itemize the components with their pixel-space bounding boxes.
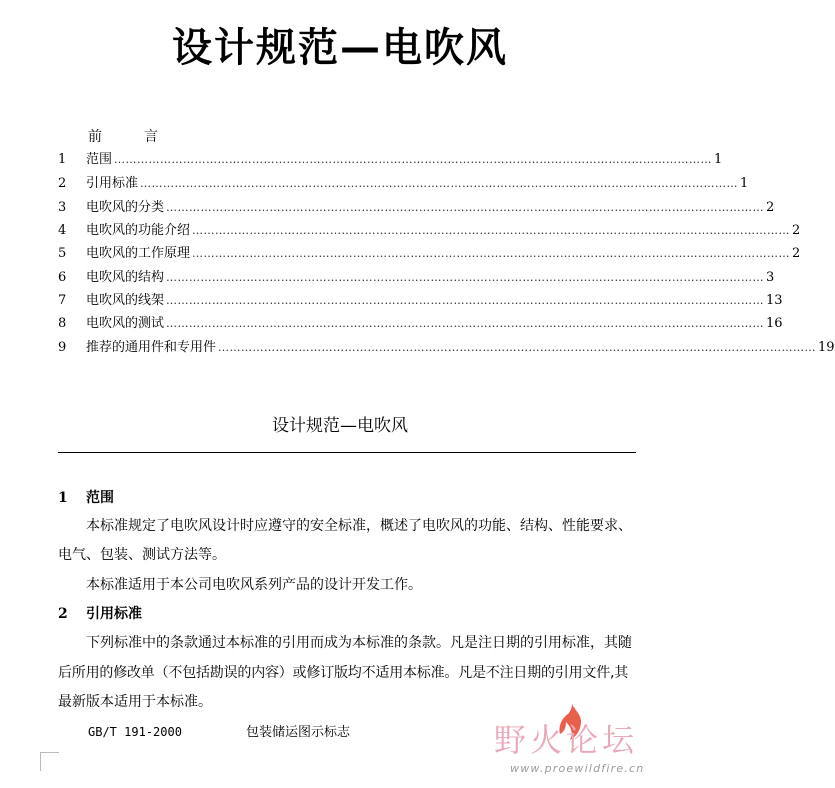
referenced-standard (88, 722, 350, 743)
toc-leader-dots: ………………………………………………………………………………………………………………………………………… (166, 317, 765, 330)
toc-entry-label: 电吹风的功能介绍 (86, 223, 191, 238)
toc-leader-dots: ………………………………………………………………………………………………………………………………………… (114, 153, 713, 166)
toc-entry-6[interactable] (58, 268, 775, 288)
toc-entry-label: 推荐的通用件和专用件 (86, 340, 217, 355)
toc-entry-label: 电吹风的线架 (86, 293, 165, 308)
toc-entry-number: 9 (58, 340, 67, 355)
toc-entry-number: 8 (58, 316, 67, 331)
page-corner-mark (40, 752, 59, 771)
section-number: 1 (58, 490, 68, 506)
toc-entry-page: 2 (792, 223, 801, 238)
toc-entry-label: 引用标准 (86, 176, 139, 191)
section-heading-references (58, 604, 142, 624)
section-number: 2 (58, 606, 68, 622)
section-title: 引用标准 (86, 606, 142, 622)
toc-entry-9[interactable] (58, 338, 835, 358)
toc-leader-dots: ………………………………………………………………………………………………………………………………………… (218, 341, 817, 354)
toc-entry-2[interactable] (58, 174, 749, 194)
watermark-url: www.proewildfire.cn (510, 762, 645, 775)
toc-entry-label: 范围 (86, 152, 113, 167)
toc-entry-7[interactable] (58, 291, 783, 311)
toc-entry-4[interactable] (58, 221, 801, 241)
toc-entry-number: 2 (58, 176, 67, 191)
toc-entry-5[interactable] (58, 244, 801, 264)
document-main-title: 设计规范—电吹风 (172, 25, 508, 71)
section-title: 范围 (86, 490, 114, 506)
toc-leader-dots: ………………………………………………………………………………………………………………………………………… (166, 271, 765, 284)
paragraph-continuation: 电气、包装、测试方法等。 (58, 547, 226, 563)
toc-entry-label: 电吹风的结构 (86, 270, 165, 285)
watermark-text: 野火论坛 (494, 721, 639, 759)
toc-entry-page: 16 (766, 316, 783, 331)
toc-entry-page: 19 (818, 340, 835, 355)
toc-leader-dots: ………………………………………………………………………………………………………………………………………… (140, 177, 739, 190)
toc-preface-heading (88, 127, 200, 147)
toc-entry-page: 2 (792, 246, 801, 261)
toc-entry-number: 7 (58, 293, 67, 308)
standard-name: 包装储运图示标志 (246, 725, 351, 740)
toc-entry-number: 5 (58, 246, 67, 261)
toc-leader-dots: ………………………………………………………………………………………………………………………………………… (192, 247, 791, 260)
toc-leader-dots: ………………………………………………………………………………………………………………………………………… (192, 224, 791, 237)
toc-entry-label: 电吹风的分类 (86, 200, 165, 215)
toc-entry-page: 13 (766, 293, 783, 308)
paragraph: 本标准适用于本公司电吹风系列产品的设计开发工作。 (86, 577, 422, 593)
forum-watermark (486, 700, 666, 780)
paragraph-continuation: 后所用的修改单（不包括勘误的内容）或修订版均不适用本标准。凡是不注日期的引用文件,其 (58, 665, 629, 681)
toc-entry-3[interactable] (58, 198, 775, 218)
preface-char-2: 言 (144, 129, 158, 145)
section-heading-scope (58, 488, 114, 508)
toc-entry-label: 电吹风的工作原理 (86, 246, 191, 261)
preface-char-1: 前 (88, 129, 102, 145)
toc-entry-page: 2 (766, 200, 775, 215)
toc-entry-number: 1 (58, 152, 67, 167)
paragraph: 本标准规定了电吹风设计时应遵守的安全标准，概述了电吹风的功能、结构、性能要求、 (86, 518, 632, 534)
paragraph: 下列标准中的条款通过本标准的引用而成为本标准的条款。凡是注日期的引用标准，其随 (86, 635, 632, 651)
toc-entry-number: 6 (58, 270, 67, 285)
toc-entry-number: 3 (58, 200, 67, 215)
document-body-title: 设计规范—电吹风 (272, 416, 408, 436)
toc-entry-page: 1 (740, 176, 749, 191)
toc-entry-1[interactable] (58, 150, 723, 170)
toc-entry-number: 4 (58, 223, 67, 238)
paragraph-continuation: 最新版本适用于本标准。 (58, 694, 212, 710)
toc-entry-label: 电吹风的测试 (86, 316, 165, 331)
standard-code: GB/T 191-2000 (88, 725, 182, 739)
toc-entry-page: 1 (714, 152, 723, 167)
toc-leader-dots: ………………………………………………………………………………………………………………………………………… (166, 294, 765, 307)
title-divider (58, 452, 636, 453)
toc-entry-8[interactable] (58, 314, 783, 334)
toc-entry-page: 3 (766, 270, 775, 285)
toc-leader-dots: ………………………………………………………………………………………………………………………………………… (166, 201, 765, 214)
